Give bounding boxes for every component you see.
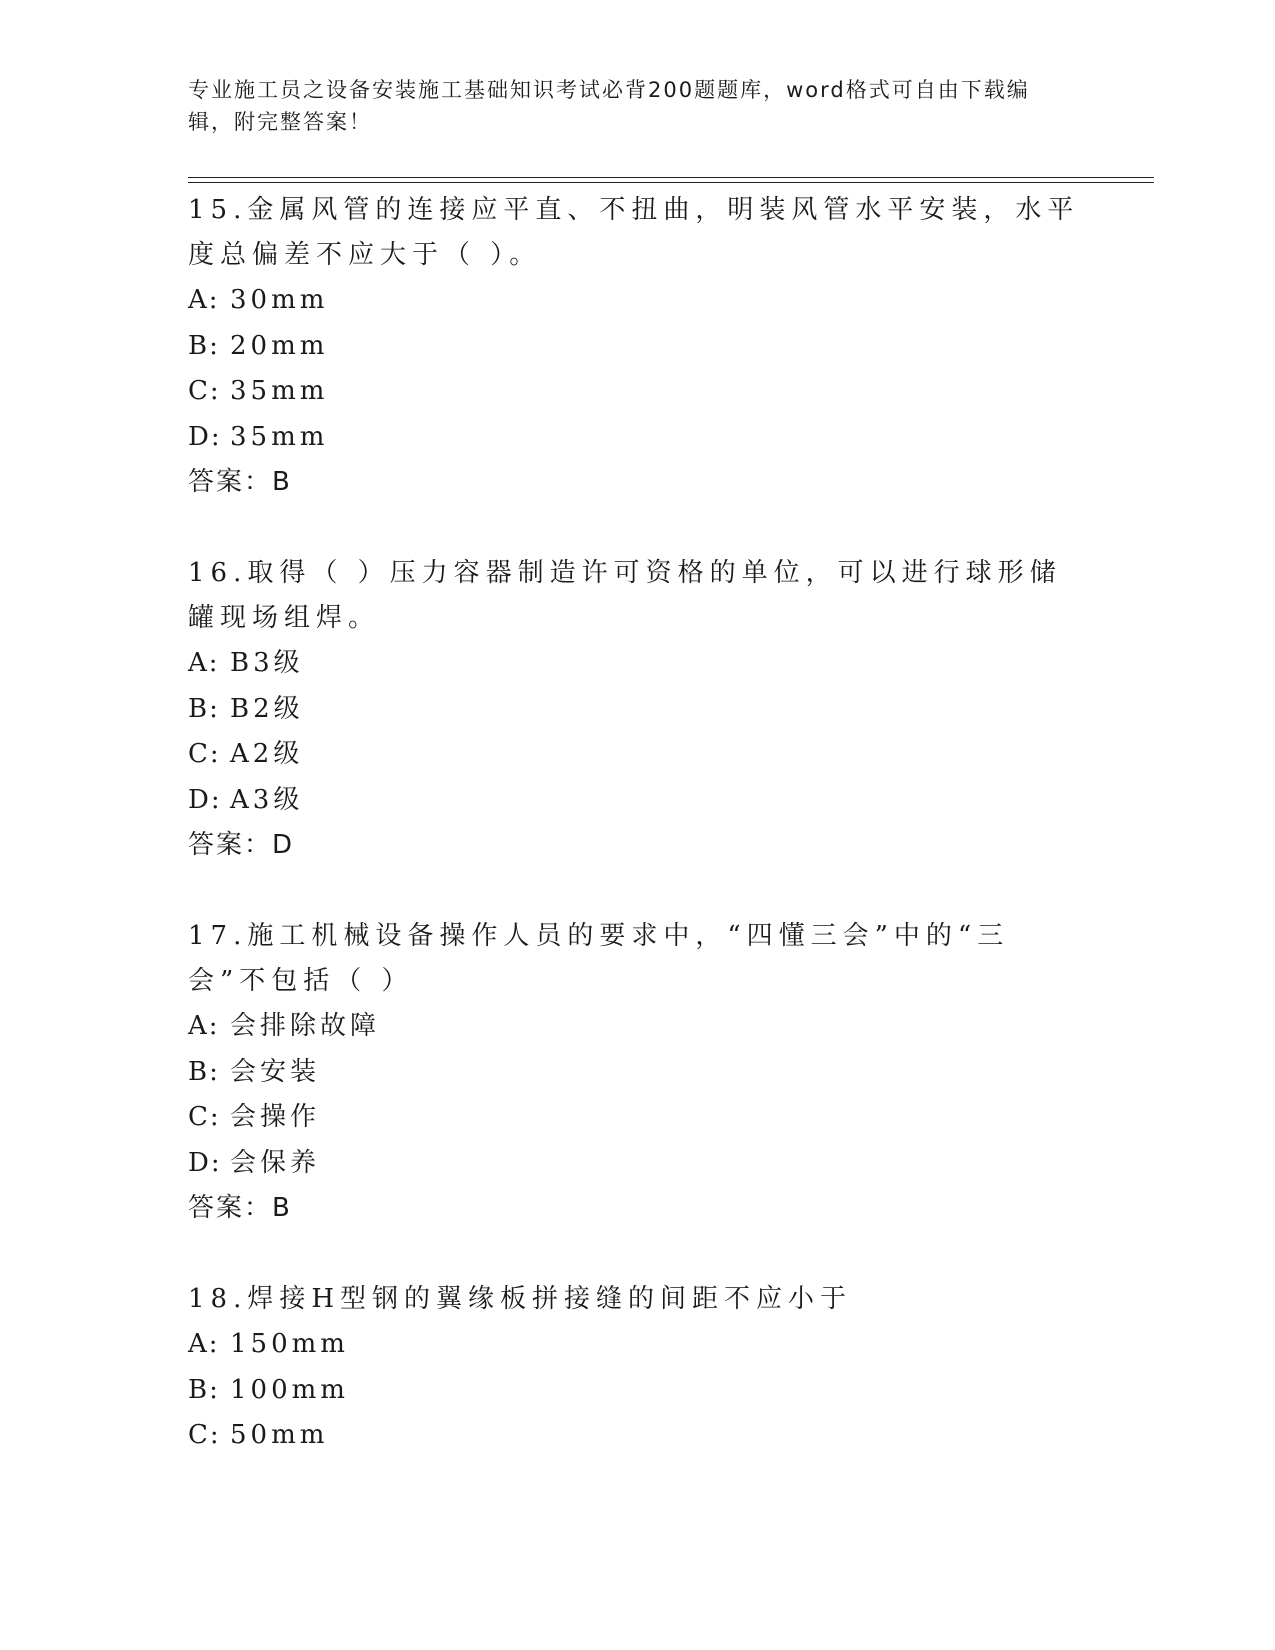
option-c <box>188 369 1088 415</box>
option-key: C: <box>188 1420 221 1450</box>
option-key: B: <box>188 1056 220 1087</box>
option-b <box>188 1050 1088 1096</box>
option-text: 会保养 <box>230 1147 321 1178</box>
option-text: A3级 <box>230 784 304 815</box>
option-c <box>188 1413 1088 1459</box>
option-text: 150mm <box>230 1329 349 1359</box>
header-divider-top <box>188 177 1154 178</box>
option-key: A: <box>188 648 220 678</box>
question-18 <box>188 1277 1088 1459</box>
question-16 <box>188 551 1088 868</box>
option-key: D: <box>188 1147 222 1178</box>
option-d <box>188 415 1088 461</box>
answer-line: 答案：D <box>188 830 295 860</box>
option-key: B: <box>188 330 220 361</box>
option-a <box>188 641 1088 687</box>
option-key: D: <box>188 421 222 452</box>
document-title: 专业施工员之设备安装施工基础知识考试必背200题题库，word格式可自由下载编辑，附完整答案！ <box>188 78 1030 134</box>
option-key: C: <box>188 376 221 406</box>
option-a <box>188 1322 1088 1368</box>
question-stem: 18.焊接H型钢的翼缘板拼接缝的间距不应小于 <box>188 1284 853 1314</box>
option-d <box>188 778 1088 824</box>
option-c <box>188 732 1088 778</box>
question-stem: 16.取得（ ）压力容器制造许可资格的单位，可以进行球形储罐现场组焊。 <box>188 558 1062 633</box>
option-text: 会排除故障 <box>230 1011 381 1041</box>
option-key: A: <box>188 285 220 315</box>
header-divider-bottom <box>188 182 1154 183</box>
option-key: D: <box>188 784 222 815</box>
option-text: 会安装 <box>230 1056 321 1087</box>
answer-line: 答案：B <box>188 467 292 497</box>
option-key: C: <box>188 1102 221 1132</box>
option-b <box>188 324 1088 370</box>
option-c <box>188 1095 1088 1141</box>
option-a <box>188 278 1088 324</box>
option-text: 会操作 <box>230 1102 321 1132</box>
option-text: 50mm <box>230 1420 329 1450</box>
document-header <box>188 74 1068 138</box>
option-d <box>188 1141 1088 1187</box>
question-17 <box>188 914 1088 1231</box>
option-key: A: <box>188 1329 220 1359</box>
question-stem: 17.施工机械设备操作人员的要求中，“四懂三会”中的“三会”不包括（ ） <box>188 921 1010 996</box>
option-text: 100mm <box>230 1374 349 1405</box>
option-key: C: <box>188 739 221 769</box>
question-15 <box>188 188 1088 505</box>
question-stem: 15.金属风管的连接应平直、不扭曲，明装风管水平安装，水平度总偏差不应大于（ ）。 <box>188 195 1080 270</box>
option-key: A: <box>188 1011 220 1041</box>
option-b <box>188 1368 1088 1414</box>
option-text: A2级 <box>230 739 304 769</box>
option-text: 30mm <box>230 285 329 315</box>
option-text: B3级 <box>230 648 304 678</box>
answer-line: 答案：B <box>188 1193 292 1223</box>
option-b <box>188 687 1088 733</box>
option-text: 35mm <box>230 421 329 452</box>
option-text: 35mm <box>230 376 329 406</box>
option-text: 20mm <box>230 330 329 361</box>
option-key: B: <box>188 1374 220 1405</box>
option-text: B2级 <box>230 693 304 724</box>
option-key: B: <box>188 693 220 724</box>
option-a <box>188 1004 1088 1050</box>
